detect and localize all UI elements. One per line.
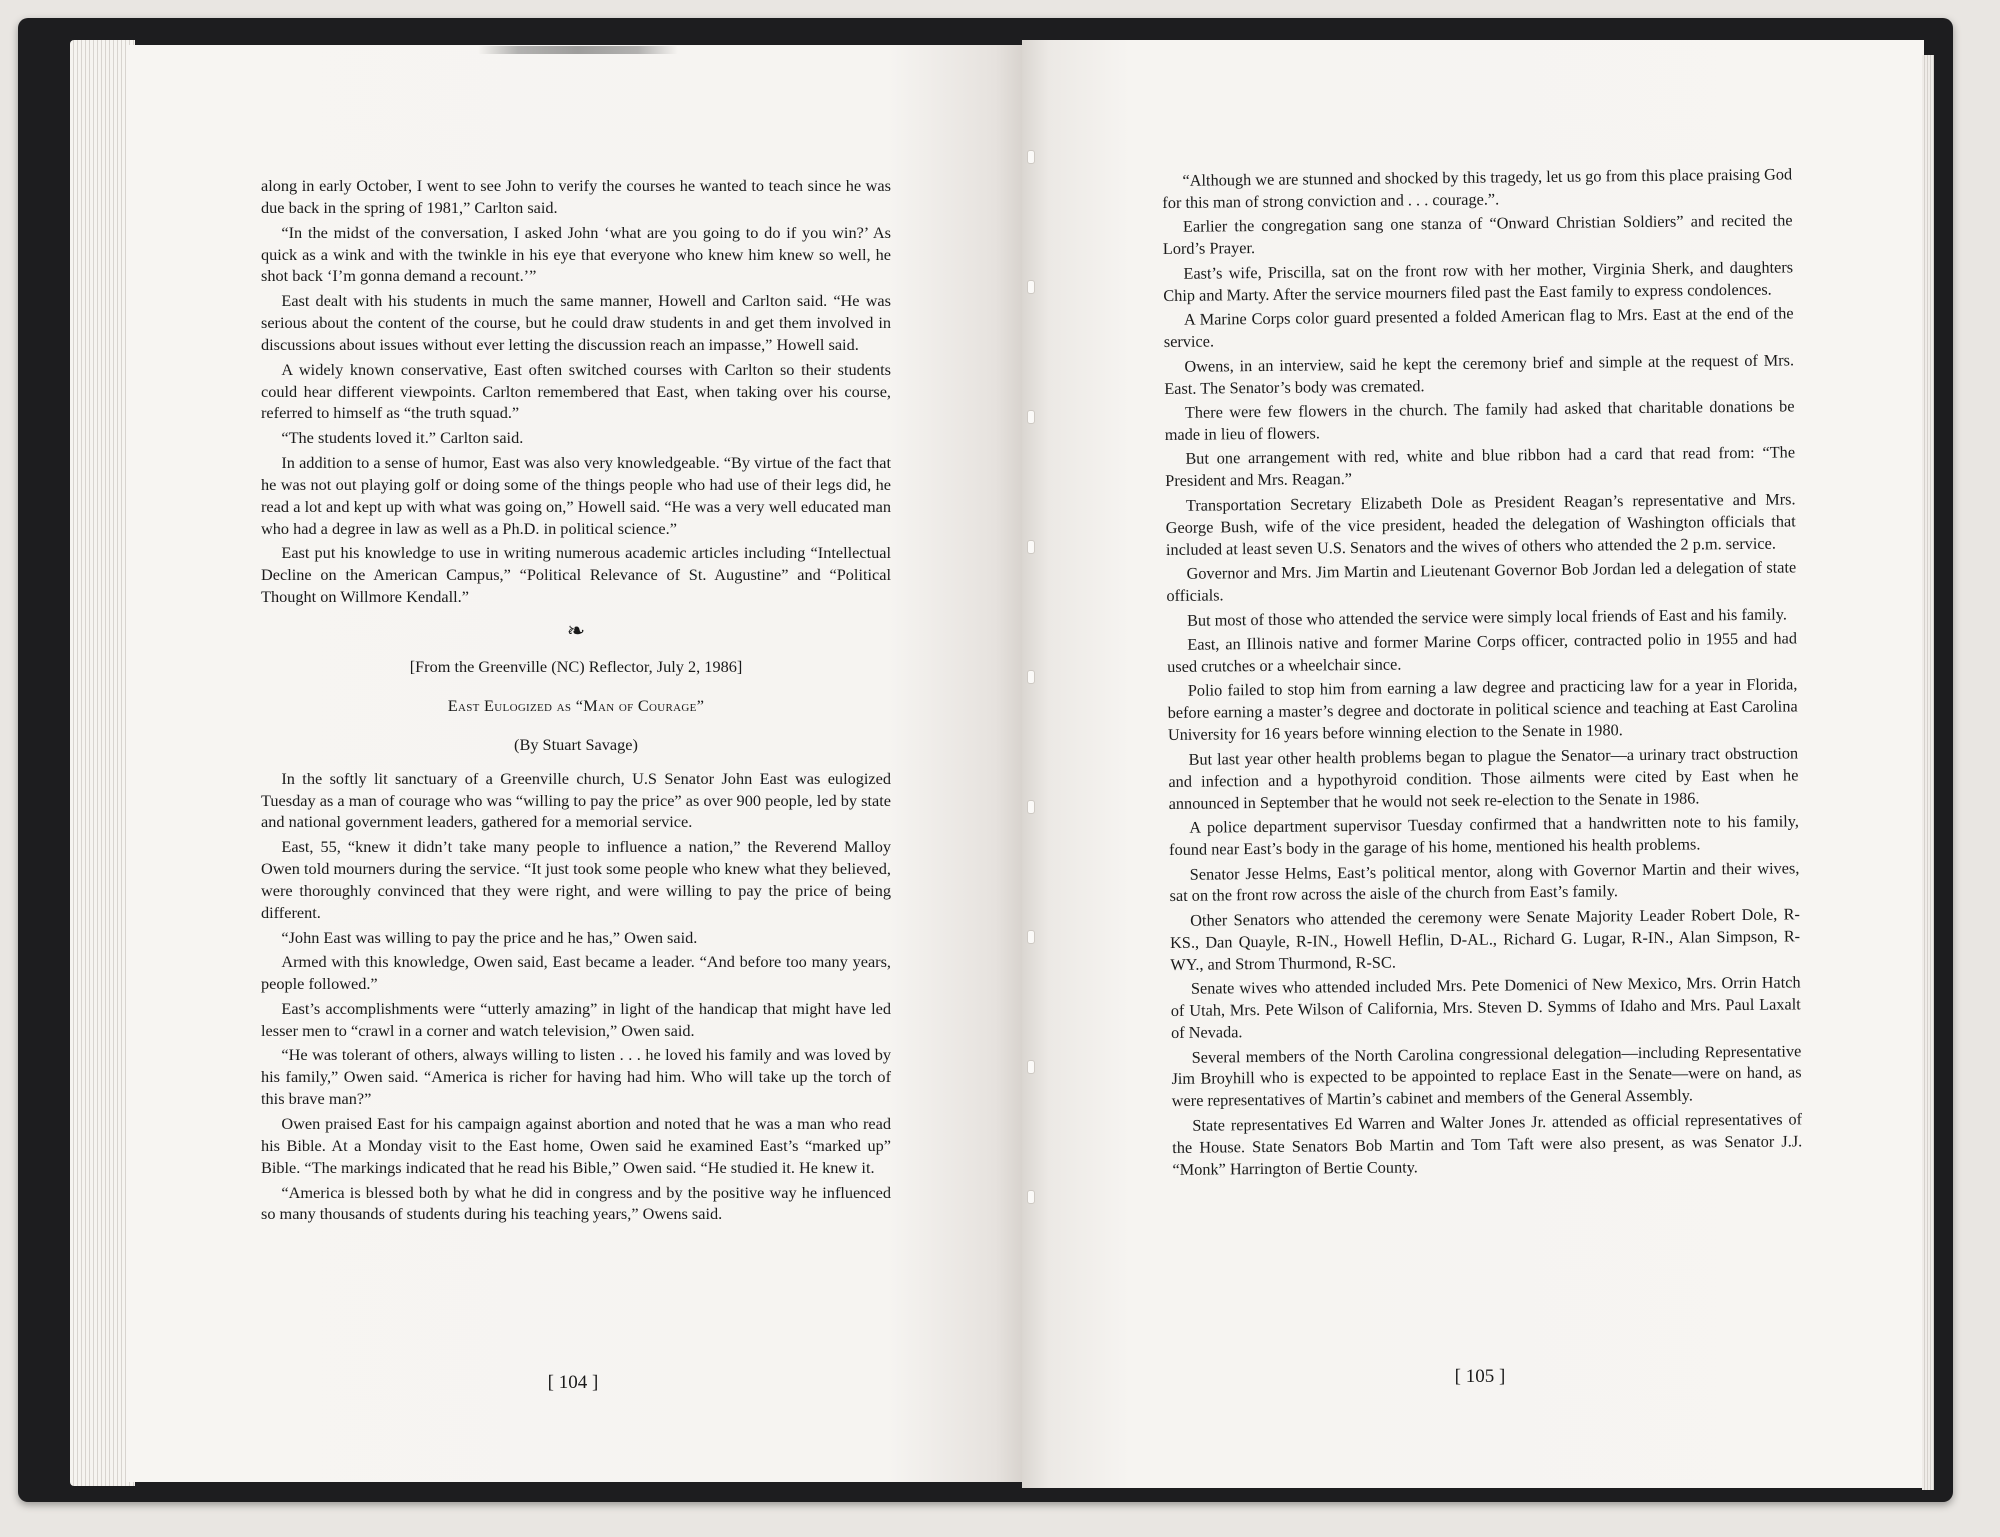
paragraph: East, 55, “knew it didn’t take many people to influence a nation,” the Reverend Malloy Owen told mourners during the service. “It just took some people who knew what they believed, were thoroughly convinced that they were right, and were willing to pay the price of being different. [261, 837, 891, 922]
paragraph: Armed with this knowledge, Owen said, East became a leader. “And before too many years, people followed.” [261, 952, 891, 994]
paragraph: East, an Illinois native and former Marine Corps officer, contracted polio in 1955 and had used crutches or a wheelchair since. [1167, 628, 1798, 676]
paragraph: A police department supervisor Tuesday confirmed that a handwritten note to his family, found near East’s body in the garage of his home, mentioned his health problems. [1169, 811, 1799, 859]
left-paragraphs-before [261, 175, 891, 608]
paragraph: “John East was willing to pay the price and he has,” Owen said. [281, 927, 698, 947]
paragraph: along in early October, I went to see John to verify the courses he wanted to teach since he was due back in the spring of 1981,” Carlton said. [261, 176, 891, 217]
paragraph: Transportation Secretary Elizabeth Dole as President Reagan’s representative and Mrs. George Bush, wife of the vice president, headed the delegation of Washington officials that included at least seven U.S. Senators and the wives of others who attended the 2 p.m. service. [1165, 489, 1796, 559]
article-headline: East Eulogized as “Man of Courage” [447, 695, 705, 715]
paragraph: Owens, in an interview, said he kept the ceremony brief and simple at the request of Mrs. East. The Senator’s body was cremated. [1164, 350, 1795, 398]
paragraph: East’s accomplishments were “utterly amazing” in light of the handicap that might have led lesser men to “crawl in a corner and watch television,” Owen said. [261, 998, 891, 1040]
paragraph: There were few flowers in the church. The family had asked that charitable donations be made in lieu of flowers. [1164, 396, 1795, 444]
paragraph: In the softly lit sanctuary of a Greenville church, U.S Senator John East was eulogized Tuesday as a man of courage who was “willing to pay the price” as over 900 people, led by state and national government leaders, gathered for a memorial service. [261, 768, 891, 832]
paragraph: “Although we are stunned and shocked by this tragedy, let us go from this place praising God for this man of strong conviction and . . . courage.”. [1162, 164, 1793, 212]
top-edge-mark [478, 46, 678, 54]
page-number-right: [ 105 ] [1454, 1366, 1506, 1387]
paragraph: Polio failed to stop him from earning a law degree and practicing law for a year in Florida, before earning a master’s degree and doctorate in political science and teaching at East Carolina University for 16 years before winning election to the Senate in 1980. [1167, 674, 1798, 745]
paragraph: Owen praised East for his campaign against abortion and noted that he was a man who read his Bible. At a Monday visit to the East home, Owen said he examined East’s “marked up” Bible. “The markings indicated that he read his Bible,” Owen said. “He studied it. He knew it. [261, 1114, 891, 1177]
paragraph: But last year other health problems began to plague the Senator—a urinary tract obstruction and infection and a hypothyroid condition. Those ailments were cited by East when he announced in September that he would not seek re-election to the Senate in 1986. [1168, 743, 1799, 813]
paragraph: East’s wife, Priscilla, sat on the front row with her mother, Virginia Sherk, and daughters Chip and Marty. After the service mourners filed past the East family to express condolences. [1163, 257, 1794, 305]
paragraph: “The students loved it.” Carlton said. [281, 428, 524, 448]
paragraph: Governor and Mrs. Jim Martin and Lieutenant Governor Bob Jordan led a delegation of state officials. [1166, 557, 1797, 606]
paragraph: Other Senators who attended the ceremony were Senate Majority Leader Robert Dole, R-KS., Dan Quayle, R-IN., Howell Heflin, D-AL., Richard G. Lugar, R-IN., Alan Simpson, R-WY., and Strom Thurmond, R-SC. [1169, 904, 1801, 974]
paragraph: Senator Jesse Helms, East’s political mentor, along with Governor Martin and their wives, sat on the front row across the aisle of the church from East’s family. [1169, 857, 1800, 906]
section-ornament-icon: ❧ [566, 618, 586, 643]
paragraph: Senate wives who attended included Mrs. Pete Domenici of New Mexico, Mrs. Orrin Hatch of Utah, Mrs. Pete Wilson of California, Mrs. Steven D. Symms of Idaho and Mrs. Paul Laxalt of Nevada. [1170, 972, 1801, 1042]
left-page-text [261, 175, 891, 1228]
paragraph: “He was tolerant of others, always willing to listen . . . he loved his family and was loved by his family,” Owen said. “America is richer for having had him. Who will take up the torch of this brave man?” [261, 1045, 891, 1109]
binding-stitches [1024, 150, 1038, 1390]
paragraph: But most of those who attended the service were simply local friends of East and his family. [1186, 604, 1788, 630]
paragraph: State representatives Ed Warren and Walter Jones Jr. attended as official representatives of the House. State Senators Bob Martin and Tom Taft were also present, as was Senator J.J. “Monk” Harrington of Bertie County. [1172, 1109, 1803, 1179]
paragraph: A widely known conservative, East often switched courses with Carlton so their students could hear different viewpoints. Carlton remembered that East, when taking over his course, referred to himself as “the truth squad.” [261, 359, 891, 423]
left-paragraphs-after [261, 768, 891, 1226]
paragraph: In addition to a sense of humor, East was also very knowledgeable. “By virtue of the fact that he was not out playing golf or doing some of the things people who had use of their legs did, he read a lot and kept up with what was going on,” Howell said. “He was a very well educated man who had a degree in law as well as a Ph.D. in political science.” [261, 452, 891, 538]
page-edges-right [1922, 55, 1934, 1490]
right-page-text [1162, 163, 1803, 1183]
paragraph: East dealt with his students in much the same manner, Howell and Carlton said. “He was serious about the content of the course, but he could draw students in and get them involved in discussions about issues without ever letting the discussion reach an impasse,” Howell said. [261, 291, 891, 354]
paragraph: East put his knowledge to use in writing numerous academic articles including “Intellectual Decline on the American Campus,” “Political Relevance of St. Augustine” and “Political Thought on Willmore Kendall.” [261, 543, 891, 607]
article-source: [From the Greenville (NC) Reflector, July 2, 1986] [409, 656, 743, 676]
paragraph: “America is blessed both by what he did in congress and by the positive way he influenced so many thousands of students during his teaching years,” Owens said. [261, 1182, 891, 1224]
page-number-left: [ 104 ] [547, 1372, 599, 1393]
paragraph: “In the midst of the conversation, I asked John ‘what are you going to do if you win?’ As quick as a wink and with the twinkle in his eye that everyone who knew him knew so well, he shot back ‘I’m gonna demand a recount.’” [261, 222, 891, 286]
paragraph: Earlier the congregation sang one stanza of “Onward Christian Soldiers” and recited the Lord’s Prayer. [1162, 210, 1793, 259]
paragraph: Several members of the North Carolina congressional delegation—including Representative Jim Broyhill who is expected to be appointed to replace East in the Senate—were on hand, as were representatives of Martin’s cabinet and members of the General Assembly. [1171, 1040, 1802, 1111]
article-byline: (By Stuart Savage) [514, 734, 638, 754]
paragraph: A Marine Corps color guard presented a folded American flag to Mrs. East at the end of the service. [1163, 303, 1794, 352]
paragraph: But one arrangement with red, white and blue ribbon had a card that read from: “The President and Mrs. Reagan.” [1165, 442, 1796, 491]
